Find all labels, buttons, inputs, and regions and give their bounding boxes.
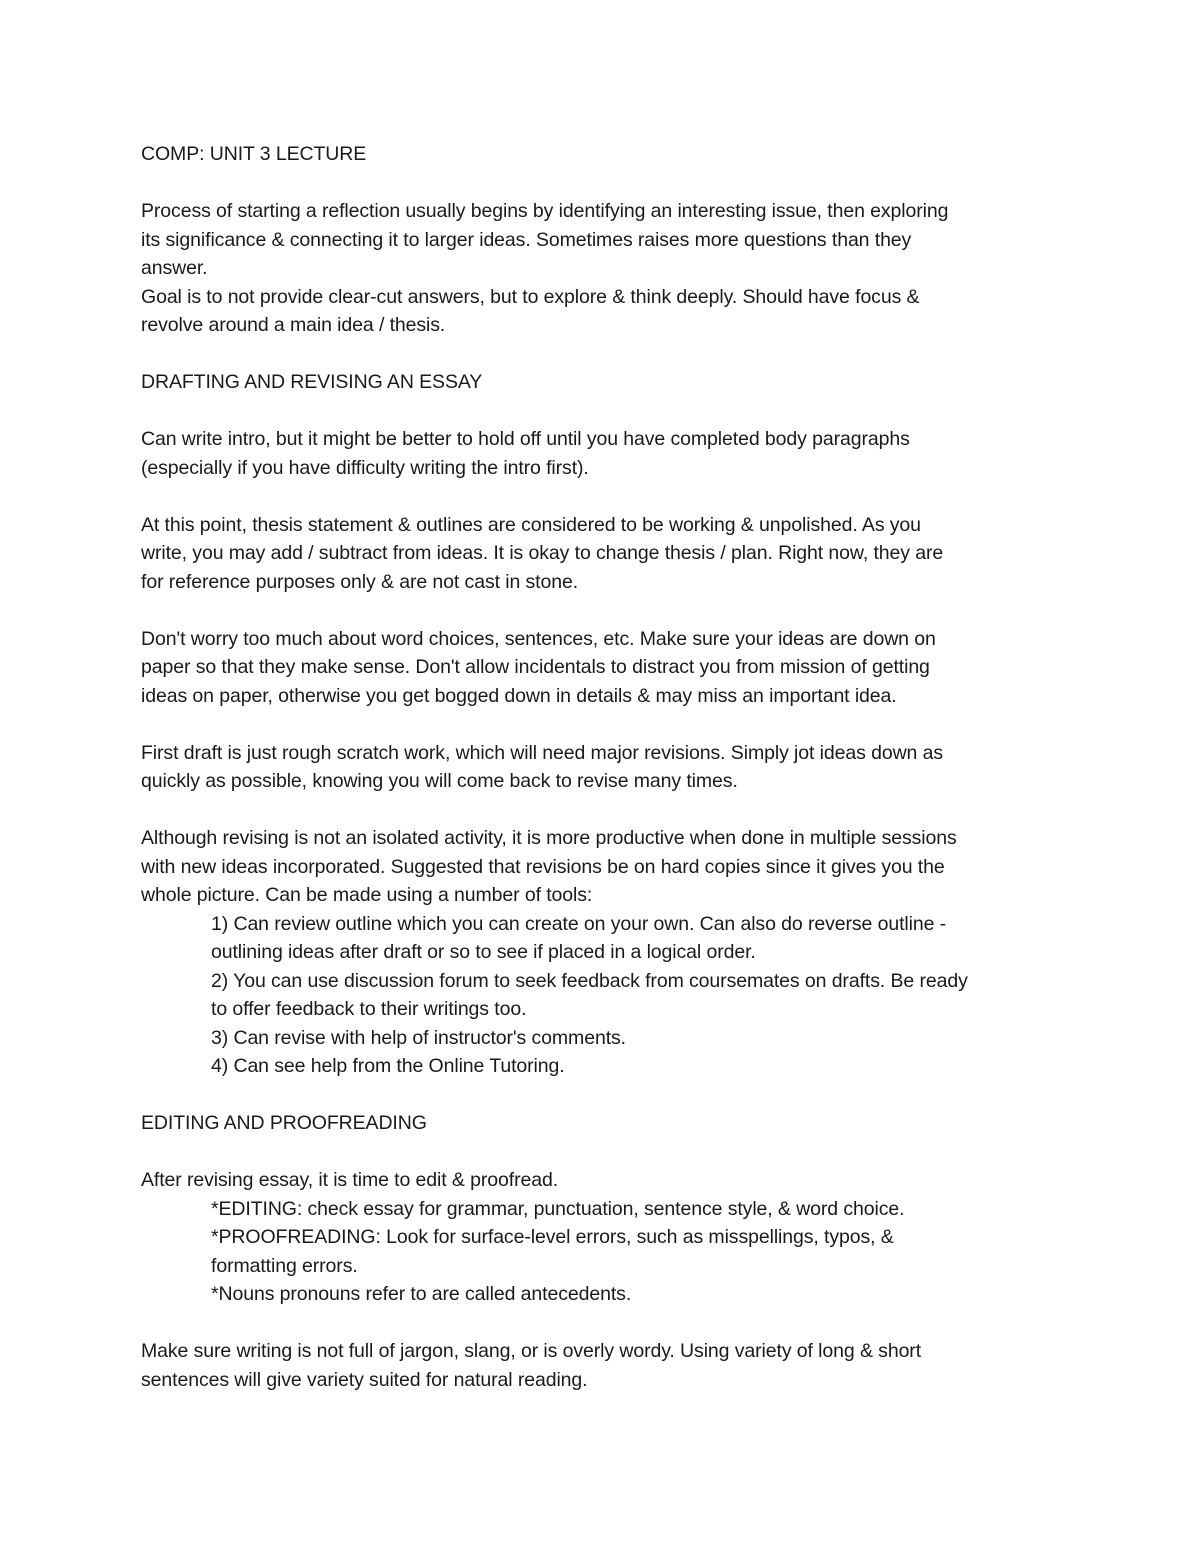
text-line: paper so that they make sense. Don't allow incidentals to distract you from mission of getting (141, 656, 930, 678)
list-item: 1) Can review outline which you can create on your own. Can also do reverse outline - (211, 912, 947, 935)
text-line: write, you may add / subtract from ideas. It is okay to change thesis / plan. Right now, they are (141, 542, 944, 564)
spacer (141, 596, 1071, 625)
document-title: COMP: UNIT 3 LECTURE (141, 143, 367, 165)
text-line: Can write intro, but it might be better to hold off until you have completed body paragraphs (141, 428, 910, 450)
text-line: for reference purposes only & are not cast in stone. (141, 570, 579, 593)
spacer (141, 482, 1071, 511)
spacer (141, 1138, 1071, 1167)
list-item: 3) Can revise with help of instructor's comments. (211, 1026, 626, 1049)
spacer (141, 340, 1071, 369)
list-item-continuation: outlining ideas after draft or so to see if placed in a logical order. (211, 941, 756, 963)
spacer (141, 397, 1071, 426)
text-line: (especially if you have difficulty writing the intro first). (141, 456, 589, 479)
text-line: First draft is just rough scratch work, which will need major revisions. Simply jot ideas down as (141, 741, 944, 764)
revision-tools-list (141, 910, 1071, 1081)
editing-items-list (141, 1195, 1071, 1309)
text-line: its significance & connecting it to larger ideas. Sometimes raises more questions than they (141, 228, 912, 251)
text-line: At this point, thesis statement & outlines are considered to be working & unpolished. As you (141, 513, 921, 536)
text-line: Don't worry too much about word choices, sentences, etc. Make sure your ideas are down on (141, 627, 936, 650)
text-line: quickly as possible, knowing you will come back to revise many times. (141, 770, 738, 792)
drafting-paragraph-3 (141, 625, 1071, 711)
list-item-continuation: formatting errors. (211, 1254, 358, 1277)
text-line: Make sure writing is not full of jargon, slang, or is overly wordy. Using variety of long & short (141, 1340, 922, 1362)
spacer (141, 796, 1071, 825)
text-line: ideas on paper, otherwise you get bogged down in details & may miss an important idea. (141, 684, 897, 707)
drafting-paragraph-4 (141, 739, 1071, 796)
text-line: Goal is to not provide clear-cut answers, but to explore & think deeply. Should have focus & (141, 285, 920, 308)
list-item-continuation: to offer feedback to their writings too. (211, 998, 527, 1020)
spacer (141, 169, 1071, 198)
intro-paragraph-2 (141, 283, 1071, 340)
drafting-paragraph-1 (141, 425, 1071, 482)
drafting-paragraph-2 (141, 511, 1071, 597)
spacer (141, 710, 1071, 739)
list-item: *Nouns pronouns refer to are called antecedents. (211, 1283, 632, 1305)
intro-paragraph-1 (141, 197, 1071, 283)
text-line: revolve around a main idea / thesis. (141, 314, 446, 336)
document-body (141, 140, 1071, 1394)
text-line: answer. (141, 257, 208, 279)
spacer (141, 1081, 1071, 1110)
list-item: 4) Can see help from the Online Tutoring. (211, 1055, 565, 1077)
text-line: Although revising is not an isolated activity, it is more productive when done in multiple sessions (141, 827, 957, 849)
spacer (141, 1309, 1071, 1338)
section-heading-editing: EDITING AND PROOFREADING (141, 1112, 427, 1134)
list-item: 2) You can use discussion forum to seek feedback from coursemates on drafts. Be ready (211, 969, 968, 992)
editing-paragraph-1 (141, 1166, 1071, 1195)
drafting-paragraph-5 (141, 824, 1071, 910)
list-item: *EDITING: check essay for grammar, punctuation, sentence style, & word choice. (211, 1197, 905, 1220)
text-line: After revising essay, it is time to edit & proofread. (141, 1169, 559, 1191)
editing-paragraph-2 (141, 1337, 1071, 1394)
list-item: *PROOFREADING: Look for surface-level errors, such as misspellings, typos, & (211, 1226, 894, 1248)
text-line: sentences will give variety suited for natural reading. (141, 1368, 588, 1391)
section-heading-drafting: DRAFTING AND REVISING AN ESSAY (141, 371, 483, 393)
text-line: Process of starting a reflection usually begins by identifying an interesting issue, then exploring (141, 200, 949, 222)
text-line: whole picture. Can be made using a number of tools: (141, 884, 593, 906)
text-line: with new ideas incorporated. Suggested that revisions be on hard copies since it gives you the (141, 855, 945, 878)
